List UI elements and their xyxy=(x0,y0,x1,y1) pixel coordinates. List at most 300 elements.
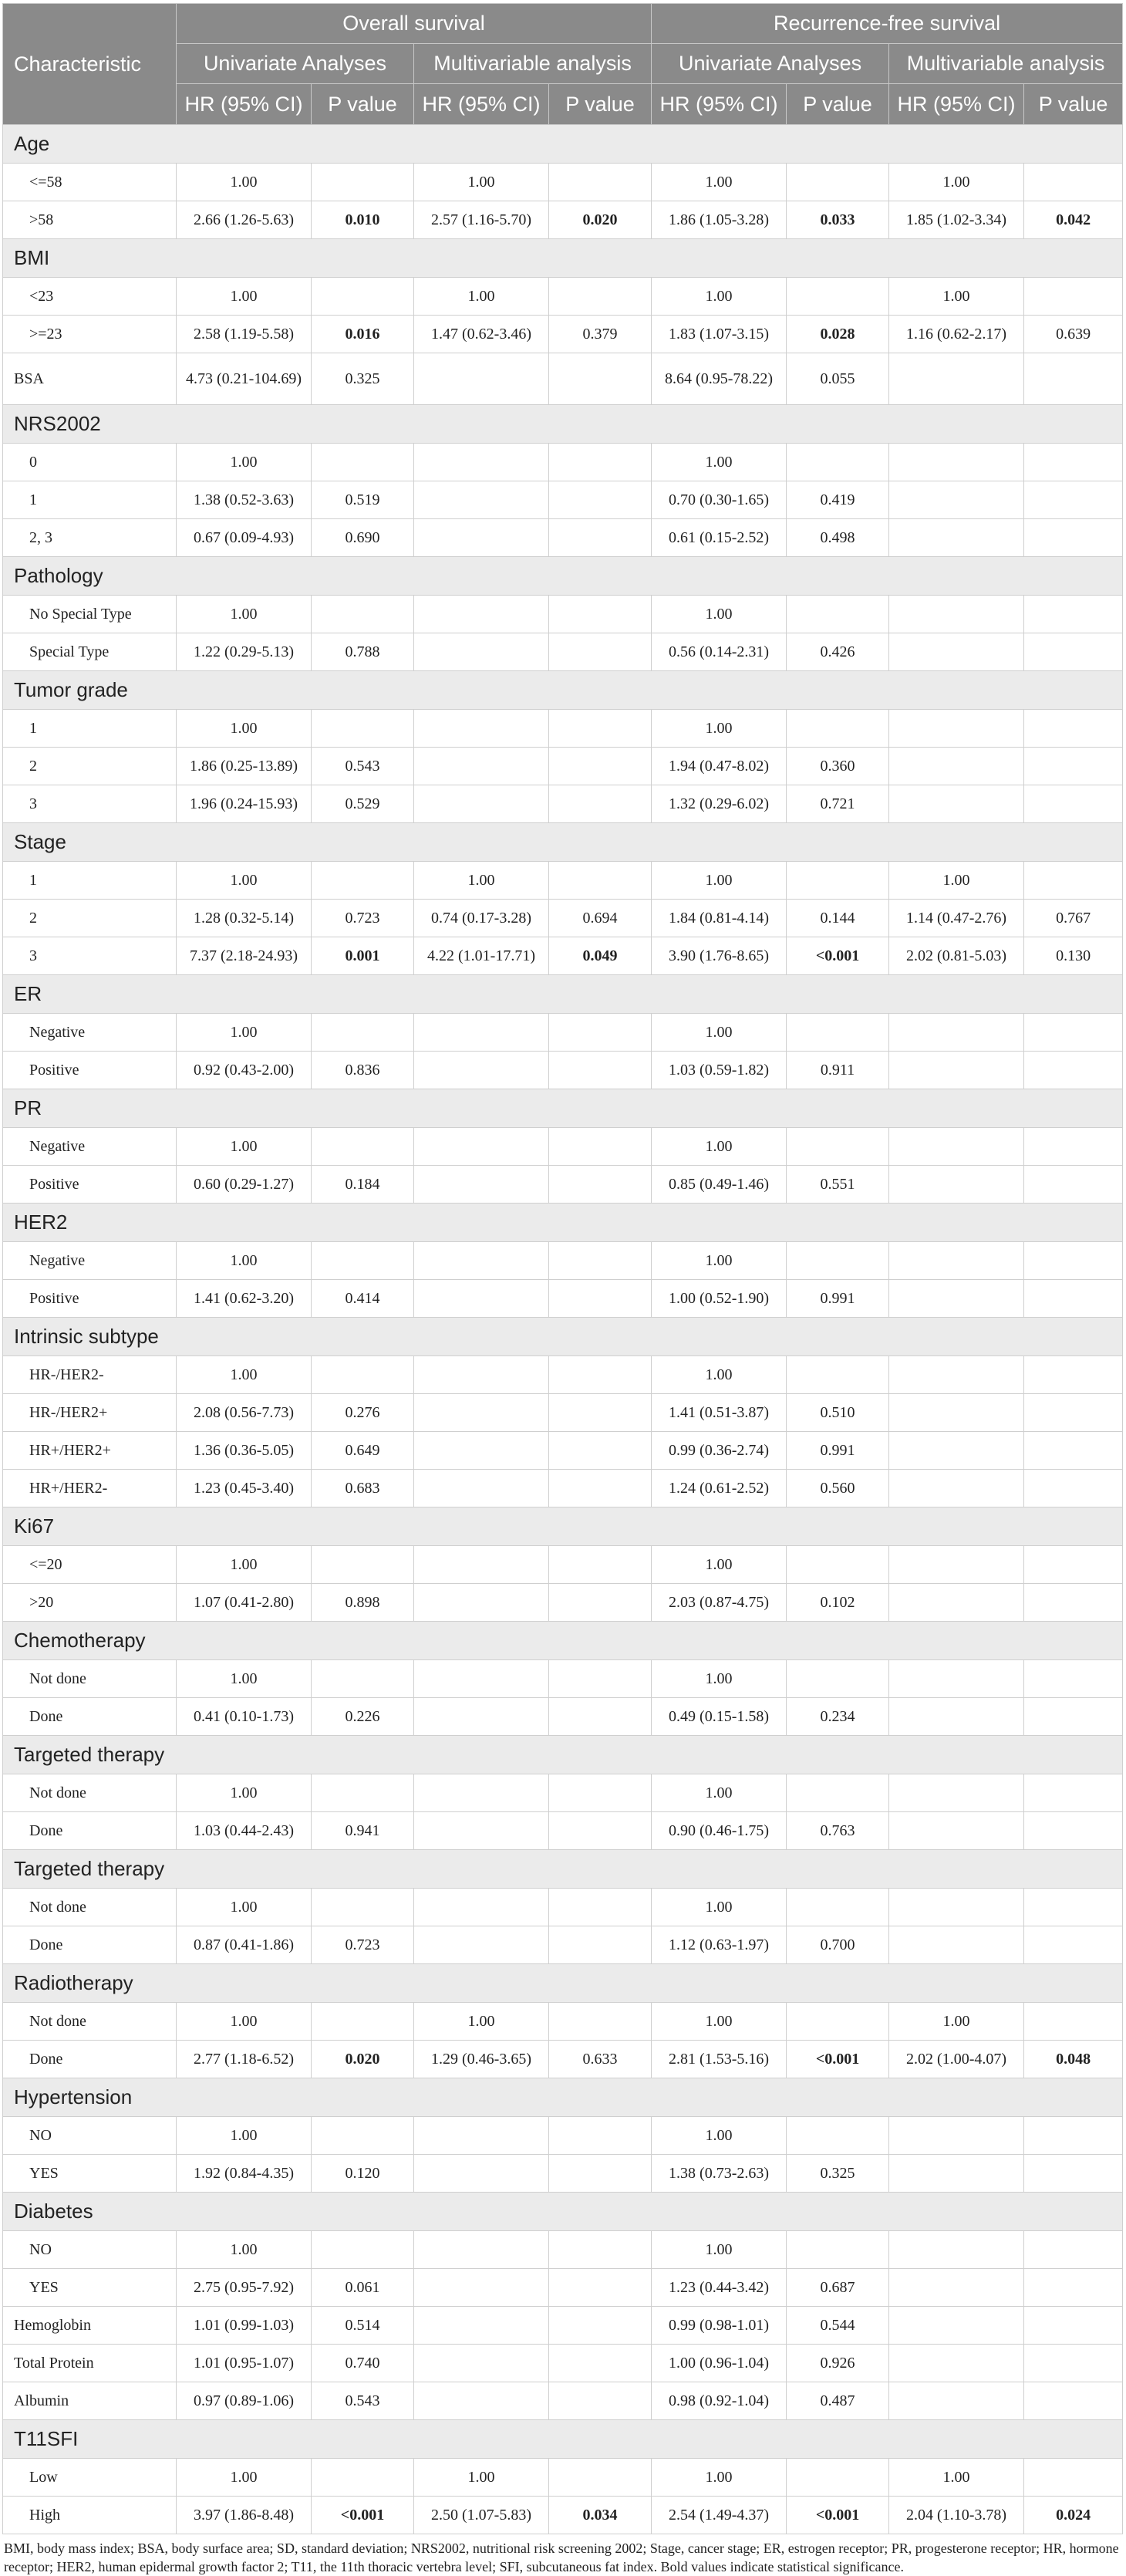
hr-cell xyxy=(414,1432,549,1470)
p-value-cell xyxy=(549,710,652,748)
hr-cell xyxy=(414,1394,549,1432)
row-label: Positive xyxy=(3,1280,177,1318)
hr-cell: 1.01 (0.95-1.07) xyxy=(177,2345,312,2382)
p-value-cell xyxy=(1024,862,1123,900)
table-row xyxy=(3,2307,1123,2345)
hr-cell: 2.66 (1.26-5.63) xyxy=(177,201,312,239)
os-multi-hr-header: HR (95% CI) xyxy=(414,84,549,125)
recurrence-free-survival-header: Recurrence-free survival xyxy=(652,4,1123,44)
row-label: YES xyxy=(3,2269,177,2307)
hr-cell: 2.81 (1.53-5.16) xyxy=(652,2041,787,2078)
group-header-row xyxy=(3,1507,1123,1546)
row-label: HR-/HER2- xyxy=(3,1356,177,1394)
p-value-cell: 0.033 xyxy=(787,201,889,239)
p-value-cell: 0.102 xyxy=(787,1584,889,1622)
hr-cell: 1.00 xyxy=(177,1242,312,1280)
hr-cell: 2.08 (0.56-7.73) xyxy=(177,1394,312,1432)
p-value-cell xyxy=(549,1166,652,1204)
p-value-cell xyxy=(549,164,652,201)
p-value-cell xyxy=(787,1660,889,1698)
hr-cell xyxy=(414,1546,549,1584)
row-label: Done xyxy=(3,1698,177,1736)
hr-cell: 1.00 (0.52-1.90) xyxy=(652,1280,787,1318)
table-row xyxy=(3,2382,1123,2420)
hr-cell: 1.00 xyxy=(652,1014,787,1052)
p-value-cell xyxy=(549,1660,652,1698)
group-header-row xyxy=(3,1850,1123,1889)
row-label: Positive xyxy=(3,1052,177,1089)
os-multi-p-header: P value xyxy=(549,84,652,125)
p-value-cell: 0.498 xyxy=(787,519,889,557)
p-value-cell xyxy=(549,1584,652,1622)
p-value-cell xyxy=(549,444,652,481)
p-value-cell xyxy=(312,2459,414,2497)
hr-cell: 1.00 xyxy=(177,2231,312,2269)
row-label: Not done xyxy=(3,1889,177,1926)
hr-cell: 1.00 xyxy=(652,278,787,316)
table-row xyxy=(3,1280,1123,1318)
hr-cell: 1.00 xyxy=(414,2003,549,2041)
group-header-row xyxy=(3,975,1123,1014)
hr-cell: 1.00 xyxy=(652,2117,787,2155)
hr-cell xyxy=(414,1280,549,1318)
hr-cell xyxy=(889,2382,1024,2420)
p-value-cell: 0.898 xyxy=(312,1584,414,1622)
hr-cell xyxy=(889,1698,1024,1736)
p-value-cell xyxy=(549,2155,652,2193)
hr-cell: 1.00 xyxy=(414,2459,549,2497)
group-header-row xyxy=(3,2420,1123,2459)
hr-cell: 0.92 (0.43-2.00) xyxy=(177,1052,312,1089)
group-header-row xyxy=(3,823,1123,862)
p-value-cell: 0.519 xyxy=(312,481,414,519)
p-value-cell: <0.001 xyxy=(787,937,889,975)
hr-cell xyxy=(889,1242,1024,1280)
hr-cell: 1.00 xyxy=(652,1242,787,1280)
hr-cell: 1.00 xyxy=(652,2459,787,2497)
p-value-cell: 0.379 xyxy=(549,316,652,353)
table-row xyxy=(3,353,1123,405)
hr-cell: 2.03 (0.87-4.75) xyxy=(652,1584,787,1622)
p-value-cell xyxy=(1024,1242,1123,1280)
p-value-cell xyxy=(549,2345,652,2382)
p-value-cell: 0.683 xyxy=(312,1470,414,1507)
hr-cell: 3.97 (1.86-8.48) xyxy=(177,2497,312,2534)
hr-cell xyxy=(889,596,1024,633)
p-value-cell: 0.991 xyxy=(787,1280,889,1318)
row-label: Done xyxy=(3,1926,177,1964)
hr-cell xyxy=(414,1698,549,1736)
hr-cell: 3.90 (1.76-8.65) xyxy=(652,937,787,975)
p-value-cell xyxy=(1024,2345,1123,2382)
hr-cell: 1.83 (1.07-3.15) xyxy=(652,316,787,353)
p-value-cell xyxy=(549,2003,652,2041)
hr-cell: 1.32 (0.29-6.02) xyxy=(652,785,787,823)
row-label: HR+/HER2+ xyxy=(3,1432,177,1470)
group-header-row xyxy=(3,2078,1123,2117)
p-value-cell xyxy=(787,1242,889,1280)
hr-cell: 0.74 (0.17-3.28) xyxy=(414,900,549,937)
group-header-row xyxy=(3,1204,1123,1242)
table-row xyxy=(3,2155,1123,2193)
table-row xyxy=(3,1470,1123,1507)
hr-cell xyxy=(414,1926,549,1964)
group-header-row xyxy=(3,1089,1123,1128)
hr-cell: 1.00 xyxy=(652,1356,787,1394)
group-header-row xyxy=(3,2193,1123,2231)
row-label: Done xyxy=(3,2041,177,2078)
row-label: BSA xyxy=(3,353,177,405)
hr-cell: 1.23 (0.44-3.42) xyxy=(652,2269,787,2307)
p-value-cell xyxy=(1024,1432,1123,1470)
table-row xyxy=(3,1242,1123,1280)
p-value-cell: 0.926 xyxy=(787,2345,889,2382)
hr-cell xyxy=(414,1356,549,1394)
p-value-cell xyxy=(549,785,652,823)
hr-cell xyxy=(414,1584,549,1622)
p-value-cell xyxy=(1024,2459,1123,2497)
p-value-cell xyxy=(787,596,889,633)
p-value-cell xyxy=(787,862,889,900)
table-row xyxy=(3,1584,1123,1622)
rfs-multi-hr-header: HR (95% CI) xyxy=(889,84,1024,125)
hr-cell xyxy=(414,2345,549,2382)
p-value-cell xyxy=(787,2117,889,2155)
p-value-cell: 0.723 xyxy=(312,900,414,937)
hr-cell xyxy=(889,710,1024,748)
row-label: Special Type xyxy=(3,633,177,671)
row-label: Positive xyxy=(3,1166,177,1204)
table-row xyxy=(3,278,1123,316)
hr-cell: 1.00 xyxy=(177,1128,312,1166)
group-label: Tumor grade xyxy=(3,671,1123,710)
p-value-cell: 0.414 xyxy=(312,1280,414,1318)
table-row xyxy=(3,748,1123,785)
hr-cell: 8.64 (0.95-78.22) xyxy=(652,353,787,405)
p-value-cell: 0.560 xyxy=(787,1470,889,1507)
p-value-cell xyxy=(312,444,414,481)
p-value-cell: 0.144 xyxy=(787,900,889,937)
table-row xyxy=(3,596,1123,633)
hr-cell: 1.00 xyxy=(652,1774,787,1812)
p-value-cell: 0.529 xyxy=(312,785,414,823)
p-value-cell: 0.016 xyxy=(312,316,414,353)
hr-cell: 1.03 (0.44-2.43) xyxy=(177,1812,312,1850)
table-row xyxy=(3,316,1123,353)
p-value-cell xyxy=(1024,278,1123,316)
p-value-cell: 0.024 xyxy=(1024,2497,1123,2534)
p-value-cell: 0.788 xyxy=(312,633,414,671)
hr-cell: 1.00 xyxy=(177,1546,312,1584)
p-value-cell xyxy=(1024,1584,1123,1622)
p-value-cell: 0.426 xyxy=(787,633,889,671)
p-value-cell: 0.020 xyxy=(549,201,652,239)
p-value-cell xyxy=(787,1546,889,1584)
os-multivariable-header: Multivariable analysis xyxy=(414,44,652,84)
p-value-cell xyxy=(549,2307,652,2345)
hr-cell: 1.84 (0.81-4.14) xyxy=(652,900,787,937)
group-header-row xyxy=(3,1622,1123,1660)
hr-cell xyxy=(414,1242,549,1280)
p-value-cell: 0.911 xyxy=(787,1052,889,1089)
group-header-row xyxy=(3,405,1123,444)
hr-cell xyxy=(414,1470,549,1507)
p-value-cell: 0.551 xyxy=(787,1166,889,1204)
hr-cell xyxy=(414,2231,549,2269)
hr-cell xyxy=(414,519,549,557)
survival-analysis-table xyxy=(2,3,1123,2534)
p-value-cell xyxy=(312,2003,414,2041)
rfs-univariate-header: Univariate Analyses xyxy=(652,44,889,84)
p-value-cell: 0.649 xyxy=(312,1432,414,1470)
hr-cell: 1.00 xyxy=(177,1774,312,1812)
hr-cell: 1.00 xyxy=(414,862,549,900)
p-value-cell xyxy=(549,1470,652,1507)
hr-cell: 1.00 xyxy=(177,1889,312,1926)
p-value-cell xyxy=(787,1014,889,1052)
hr-cell xyxy=(414,2269,549,2307)
hr-cell xyxy=(889,1470,1024,1507)
p-value-cell xyxy=(549,1546,652,1584)
p-value-cell xyxy=(787,710,889,748)
row-label: Low xyxy=(3,2459,177,2497)
p-value-cell: 0.487 xyxy=(787,2382,889,2420)
row-label: 0 xyxy=(3,444,177,481)
p-value-cell: 0.687 xyxy=(787,2269,889,2307)
hr-cell: 0.97 (0.89-1.06) xyxy=(177,2382,312,2420)
p-value-cell xyxy=(1024,1546,1123,1584)
p-value-cell xyxy=(1024,1660,1123,1698)
p-value-cell: 0.639 xyxy=(1024,316,1123,353)
row-label: NO xyxy=(3,2231,177,2269)
hr-cell: 1.00 xyxy=(177,710,312,748)
hr-cell: 1.03 (0.59-1.82) xyxy=(652,1052,787,1089)
row-label: 3 xyxy=(3,785,177,823)
p-value-cell xyxy=(1024,710,1123,748)
p-value-cell xyxy=(1024,1166,1123,1204)
row-label: 1 xyxy=(3,481,177,519)
p-value-cell xyxy=(549,1926,652,1964)
p-value-cell: <0.001 xyxy=(787,2497,889,2534)
hr-cell: 1.38 (0.52-3.63) xyxy=(177,481,312,519)
p-value-cell xyxy=(1024,2231,1123,2269)
p-value-cell xyxy=(787,444,889,481)
p-value-cell xyxy=(549,1698,652,1736)
table-body xyxy=(3,125,1123,2534)
hr-cell: 1.00 xyxy=(889,2003,1024,2041)
rfs-uni-hr-header: HR (95% CI) xyxy=(652,84,787,125)
hr-cell xyxy=(889,1584,1024,1622)
p-value-cell: 0.836 xyxy=(312,1052,414,1089)
p-value-cell xyxy=(787,2231,889,2269)
table-row xyxy=(3,1394,1123,1432)
p-value-cell: 0.049 xyxy=(549,937,652,975)
row-label: YES xyxy=(3,2155,177,2193)
group-label: Diabetes xyxy=(3,2193,1123,2231)
hr-cell xyxy=(414,353,549,405)
hr-cell: 1.00 xyxy=(177,1660,312,1698)
hr-cell: 2.50 (1.07-5.83) xyxy=(414,2497,549,2534)
hr-cell: 2.02 (0.81-5.03) xyxy=(889,937,1024,975)
os-uni-hr-header: HR (95% CI) xyxy=(177,84,312,125)
table-footnote: BMI, body mass index; BSA, body surface area; SD, standard deviation; NRS2002, nutritional risk screening 2002; Stage, cancer stage; ER, estrogen receptor; PR, progesterone receptor; HR, hormone receptor; HER2, human epidermal growth factor 2; T11, the 11th thoracic vertebra level; SFI, subcutaneous fat index. Bold values indicate statistical significance. xyxy=(4,2541,1119,2574)
p-value-cell xyxy=(1024,1052,1123,1089)
p-value-cell: 0.510 xyxy=(787,1394,889,1432)
p-value-cell xyxy=(549,2117,652,2155)
hr-cell: 1.38 (0.73-2.63) xyxy=(652,2155,787,2193)
row-label: Not done xyxy=(3,1774,177,1812)
hr-cell: 1.22 (0.29-5.13) xyxy=(177,633,312,671)
hr-cell xyxy=(889,1546,1024,1584)
hr-cell xyxy=(414,2307,549,2345)
hr-cell: 1.00 xyxy=(177,596,312,633)
hr-cell xyxy=(414,1660,549,1698)
p-value-cell: 0.325 xyxy=(787,2155,889,2193)
table-row xyxy=(3,2497,1123,2534)
p-value-cell xyxy=(1024,2117,1123,2155)
group-header-row xyxy=(3,1736,1123,1774)
group-header-row xyxy=(3,239,1123,278)
hr-cell: 1.00 xyxy=(177,278,312,316)
p-value-cell xyxy=(549,2231,652,2269)
hr-cell xyxy=(889,519,1024,557)
p-value-cell xyxy=(1024,1889,1123,1926)
p-value-cell xyxy=(787,1774,889,1812)
hr-cell xyxy=(889,1660,1024,1698)
hr-cell: 1.41 (0.62-3.20) xyxy=(177,1280,312,1318)
row-label: >58 xyxy=(3,201,177,239)
row-label: >20 xyxy=(3,1584,177,1622)
p-value-cell xyxy=(549,1812,652,1850)
table-row xyxy=(3,201,1123,239)
group-label: Pathology xyxy=(3,557,1123,596)
p-value-cell xyxy=(312,278,414,316)
p-value-cell: 0.721 xyxy=(787,785,889,823)
hr-cell: 2.02 (1.00-4.07) xyxy=(889,2041,1024,2078)
p-value-cell xyxy=(1024,785,1123,823)
group-label: Intrinsic subtype xyxy=(3,1318,1123,1356)
p-value-cell xyxy=(787,278,889,316)
hr-cell: 0.41 (0.10-1.73) xyxy=(177,1698,312,1736)
p-value-cell xyxy=(312,1889,414,1926)
hr-cell xyxy=(889,353,1024,405)
group-header-row xyxy=(3,1318,1123,1356)
p-value-cell xyxy=(1024,164,1123,201)
p-value-cell xyxy=(312,164,414,201)
p-value-cell: 0.544 xyxy=(787,2307,889,2345)
hr-cell: 0.85 (0.49-1.46) xyxy=(652,1166,787,1204)
hr-cell xyxy=(889,2117,1024,2155)
p-value-cell xyxy=(787,2003,889,2041)
p-value-cell xyxy=(549,633,652,671)
p-value-cell xyxy=(1024,2003,1123,2041)
hr-cell xyxy=(414,748,549,785)
p-value-cell xyxy=(549,1432,652,1470)
hr-cell: 1.00 xyxy=(652,1128,787,1166)
hr-cell: 1.12 (0.63-1.97) xyxy=(652,1926,787,1964)
hr-cell xyxy=(889,2231,1024,2269)
hr-cell xyxy=(889,1356,1024,1394)
hr-cell xyxy=(414,1812,549,1850)
hr-cell: 1.00 xyxy=(414,164,549,201)
hr-cell: 1.07 (0.41-2.80) xyxy=(177,1584,312,1622)
hr-cell xyxy=(414,481,549,519)
row-label: 1 xyxy=(3,710,177,748)
hr-cell: 1.47 (0.62-3.46) xyxy=(414,316,549,353)
p-value-cell: 0.690 xyxy=(312,519,414,557)
hr-cell: 1.00 xyxy=(177,1014,312,1052)
hr-cell: 1.86 (0.25-13.89) xyxy=(177,748,312,785)
p-value-cell xyxy=(549,278,652,316)
p-value-cell xyxy=(787,1356,889,1394)
group-label: Ki67 xyxy=(3,1507,1123,1546)
hr-cell xyxy=(889,1432,1024,1470)
p-value-cell: 0.991 xyxy=(787,1432,889,1470)
p-value-cell xyxy=(1024,519,1123,557)
p-value-cell: 0.034 xyxy=(549,2497,652,2534)
os-uni-p-header: P value xyxy=(312,84,414,125)
p-value-cell xyxy=(1024,633,1123,671)
p-value-cell xyxy=(549,2459,652,2497)
p-value-cell xyxy=(549,1014,652,1052)
p-value-cell xyxy=(312,1014,414,1052)
p-value-cell xyxy=(1024,1356,1123,1394)
p-value-cell xyxy=(312,1774,414,1812)
row-label: <23 xyxy=(3,278,177,316)
p-value-cell xyxy=(312,1546,414,1584)
table-header xyxy=(3,4,1123,125)
row-label: Negative xyxy=(3,1128,177,1166)
table-row xyxy=(3,785,1123,823)
table-row xyxy=(3,481,1123,519)
hr-cell: 1.00 xyxy=(652,596,787,633)
table-row xyxy=(3,1432,1123,1470)
row-label: 2 xyxy=(3,748,177,785)
hr-cell: 1.01 (0.99-1.03) xyxy=(177,2307,312,2345)
hr-cell: 1.00 xyxy=(177,444,312,481)
p-value-cell xyxy=(549,1242,652,1280)
table-row xyxy=(3,710,1123,748)
row-label: No Special Type xyxy=(3,596,177,633)
row-label: High xyxy=(3,2497,177,2534)
p-value-cell: 0.543 xyxy=(312,2382,414,2420)
p-value-cell xyxy=(549,481,652,519)
row-label: HR+/HER2- xyxy=(3,1470,177,1507)
hr-cell xyxy=(414,633,549,671)
table-container xyxy=(2,3,1122,2576)
row-label: <=20 xyxy=(3,1546,177,1584)
p-value-cell xyxy=(787,1128,889,1166)
hr-cell: 4.22 (1.01-17.71) xyxy=(414,937,549,975)
p-value-cell xyxy=(1024,2307,1123,2345)
p-value-cell: 0.184 xyxy=(312,1166,414,1204)
hr-cell: 7.37 (2.18-24.93) xyxy=(177,937,312,975)
row-label: >=23 xyxy=(3,316,177,353)
p-value-cell: 0.042 xyxy=(1024,201,1123,239)
table-row xyxy=(3,164,1123,201)
table-row xyxy=(3,1774,1123,1812)
hr-cell: 1.23 (0.45-3.40) xyxy=(177,1470,312,1507)
hr-cell xyxy=(889,481,1024,519)
p-value-cell: 0.226 xyxy=(312,1698,414,1736)
row-label: Total Protein xyxy=(3,2345,177,2382)
hr-cell: 0.67 (0.09-4.93) xyxy=(177,519,312,557)
p-value-cell: 0.543 xyxy=(312,748,414,785)
p-value-cell xyxy=(312,1242,414,1280)
hr-cell: 0.90 (0.46-1.75) xyxy=(652,1812,787,1850)
p-value-cell xyxy=(312,1128,414,1166)
p-value-cell: 0.001 xyxy=(312,937,414,975)
